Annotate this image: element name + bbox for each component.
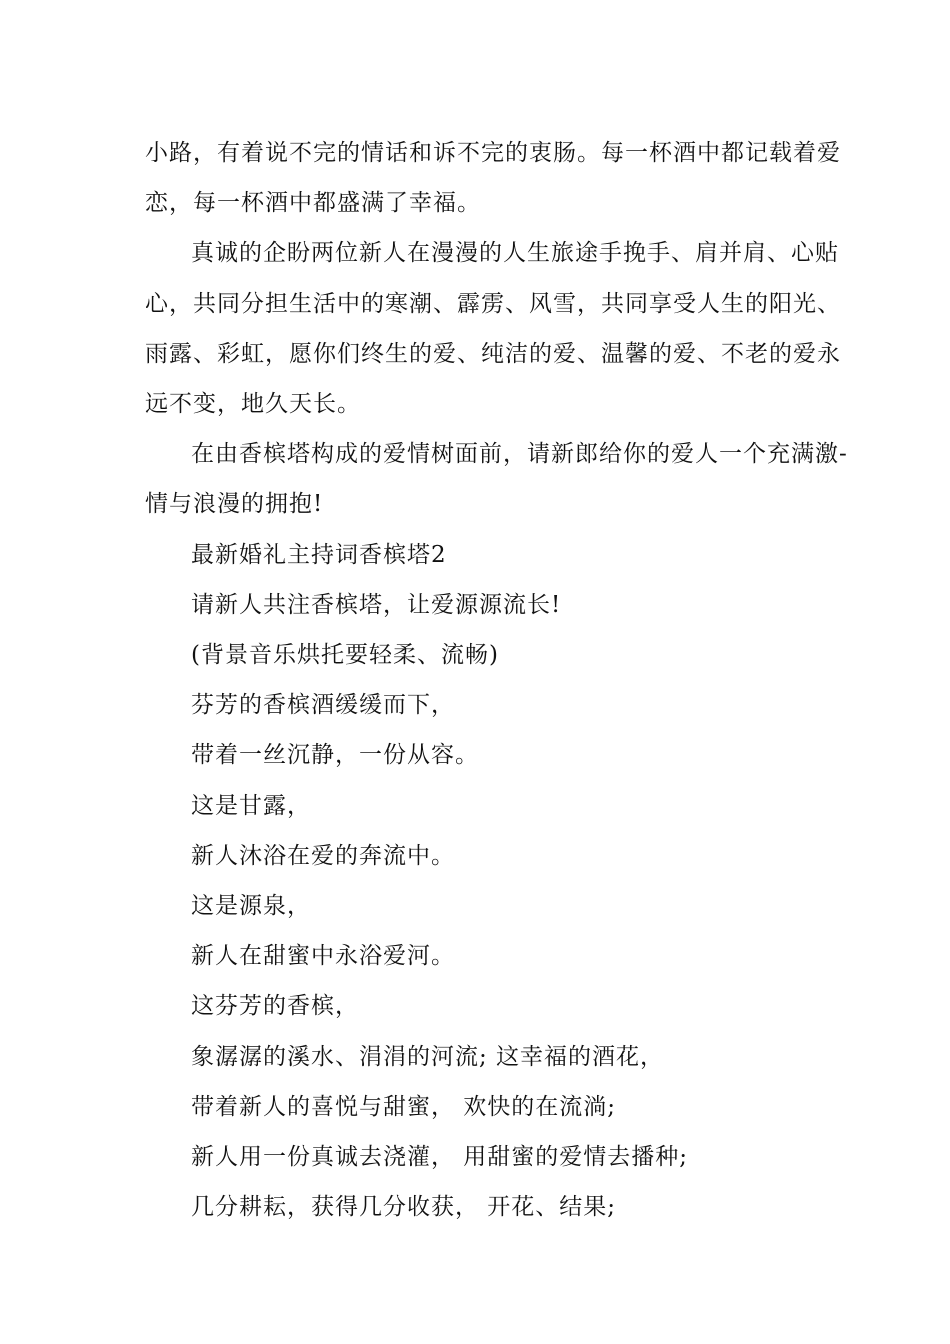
paragraph-line: 真诚的企盼两位新人在漫漫的人生旅途手挽手、肩并肩、心贴 bbox=[191, 240, 839, 267]
verse-line: 这芬芳的香槟， bbox=[191, 993, 359, 1020]
paragraph-line: 远不变，地久天长。 bbox=[145, 391, 361, 418]
document-body bbox=[145, 128, 848, 1232]
paragraph-line: 情与浪漫的拥抱! bbox=[145, 491, 324, 518]
verse-line: 芬芳的香槟酒缓缓而下， bbox=[191, 692, 455, 719]
verse-line: 新人用一份真诚去浇灌， 用甜蜜的爱情去播种; bbox=[191, 1144, 689, 1171]
paragraph-line: 心，共同分担生活中的寒潮、霹雳、风雪，共同享受人生的阳光、 bbox=[145, 290, 841, 317]
verse-line: 象潺潺的溪水、涓涓的河流; 这幸福的酒花， bbox=[191, 1043, 665, 1070]
verse-line: 新人在甜蜜中永浴爱河。 bbox=[191, 943, 455, 970]
paragraph-line: 在由香槟塔构成的爱情树面前，请新郎给你的爱人一个充满激- bbox=[191, 441, 848, 468]
verse-line: 这是源泉， bbox=[191, 893, 311, 920]
section-heading: 最新婚礼主持词香槟塔2 bbox=[191, 541, 447, 568]
paragraph-line: (背景音乐烘托要轻柔、流畅) bbox=[191, 642, 499, 669]
paragraph-line: 雨露、彩虹，愿你们终生的爱、纯洁的爱、温馨的爱、不老的爱永 bbox=[145, 340, 841, 367]
verse-line: 这是甘露， bbox=[191, 792, 311, 819]
verse-line: 新人沐浴在爱的奔流中。 bbox=[191, 842, 455, 869]
paragraph-line: 恋，每一杯酒中都盛满了幸福。 bbox=[145, 190, 481, 217]
paragraph-line: 小路，有着说不完的情话和诉不完的衷肠。每一杯酒中都记载着爱 bbox=[145, 140, 841, 166]
verse-line: 几分耕耘，获得几分收获， 开花、结果; bbox=[191, 1194, 617, 1221]
paragraph-line: 请新人共注香槟塔，让爱源源流长! bbox=[191, 591, 562, 618]
verse-line: 带着一丝沉静，一份从容。 bbox=[191, 742, 479, 769]
verse-line: 带着新人的喜悦与甜蜜， 欢快的在流淌; bbox=[191, 1093, 617, 1120]
